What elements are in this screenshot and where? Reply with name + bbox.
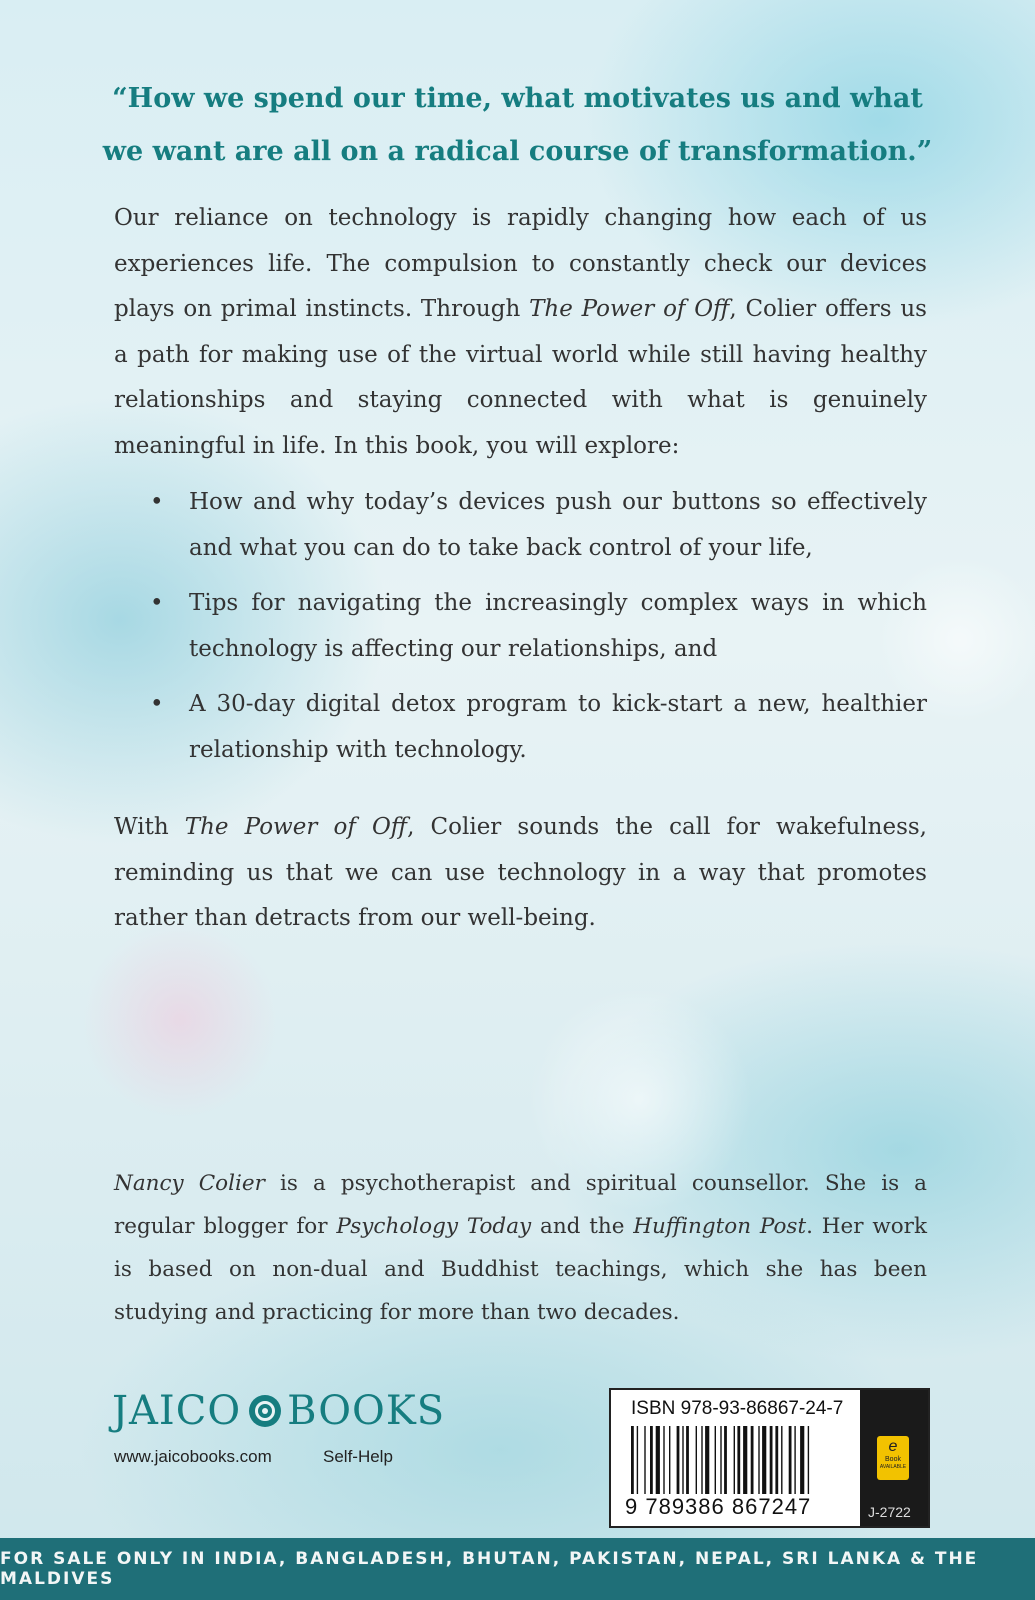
bullet-marker: • xyxy=(150,489,164,515)
publisher-name-right: BOOKS xyxy=(287,1388,446,1434)
publisher-name-left: JAICO xyxy=(112,1388,242,1434)
intro-paragraph xyxy=(114,196,927,469)
closing-text-1: With xyxy=(114,814,185,840)
bullet-marker: • xyxy=(150,590,164,616)
quote-line-1: “How we spend our time, what motivates us and what xyxy=(112,83,923,114)
author-publication-2: Huffington Post xyxy=(633,1214,807,1239)
intro-text-2: , Colier offers us a path for making use of the virtual world while still having healthy relationships and staying connected with what is genuinely meaningful in life. In this book, you will explore: xyxy=(114,296,927,459)
publisher-logo xyxy=(112,1388,445,1434)
author-bio-text-1: is a psychotherapist and spiritual counsellor. She is a regular blogger for xyxy=(114,1171,927,1239)
ebook-available-icon xyxy=(877,1436,909,1480)
bullet-marker: • xyxy=(150,691,164,717)
author-bio xyxy=(114,1162,927,1334)
author-bio-text-2: and the xyxy=(531,1214,634,1239)
isbn-label: ISBN 978-93-86867-24-7 xyxy=(631,1398,844,1419)
intro-text-1: Our reliance on technology is rapidly changing how each of us experiences life. The compulsion to constantly check our devices plays on primal instincts. Through xyxy=(114,205,927,322)
product-code: J-2722 xyxy=(868,1504,911,1520)
list-item-text: A 30-day digital detox program to kick-start a new, healthier relationship with technology. xyxy=(189,691,927,763)
barcode-digits: 9 789386 867247 xyxy=(623,1494,857,1520)
author-name: Nancy Colier xyxy=(114,1171,265,1196)
quote-line-2: we want are all on a radical course of transformation.” xyxy=(102,136,933,167)
list-item xyxy=(114,682,927,773)
closing-text-2: , Colier sounds the call for wakefulness, reminding us that we can use technology in a way that promotes rather than detracts from our well-being. xyxy=(114,814,927,931)
feature-list xyxy=(114,480,927,783)
publisher-url: www.jaicobooks.com xyxy=(114,1447,272,1466)
ebook-badge-note: AVAILABLE xyxy=(879,1464,907,1470)
closing-paragraph xyxy=(114,805,927,942)
ebook-badge-letter: e xyxy=(888,1438,898,1455)
ebook-badge-word: Book xyxy=(885,1456,901,1463)
list-item xyxy=(114,581,927,672)
footer-band xyxy=(0,1538,1035,1600)
list-item xyxy=(114,480,927,571)
book-category: Self-Help xyxy=(323,1447,393,1466)
author-publication-1: Psychology Today xyxy=(336,1214,532,1239)
intro-book-title: The Power of Off xyxy=(529,296,730,322)
closing-book-title: The Power of Off xyxy=(184,814,408,840)
isbn-side-strip xyxy=(860,1390,928,1526)
cover-quote xyxy=(60,72,975,178)
list-item-text: Tips for navigating the increasingly complex ways in which technology is affecting our relationships, and xyxy=(189,590,927,662)
list-item-text: How and why today’s devices push our buttons so effectively and what you can do to take back control of your life, xyxy=(189,489,927,561)
author-bio-text-3: . Her work is based on non-dual and Buddhist teachings, which she has been studying and practicing for more than two decades. xyxy=(114,1214,927,1325)
footer-text: FOR SALE ONLY IN INDIA, BANGLADESH, BHUTAN, PAKISTAN, NEPAL, SRI LANKA & THE MALDIVES xyxy=(0,1549,979,1589)
isbn-block xyxy=(609,1388,930,1528)
chakra-logo-icon xyxy=(249,1395,281,1427)
